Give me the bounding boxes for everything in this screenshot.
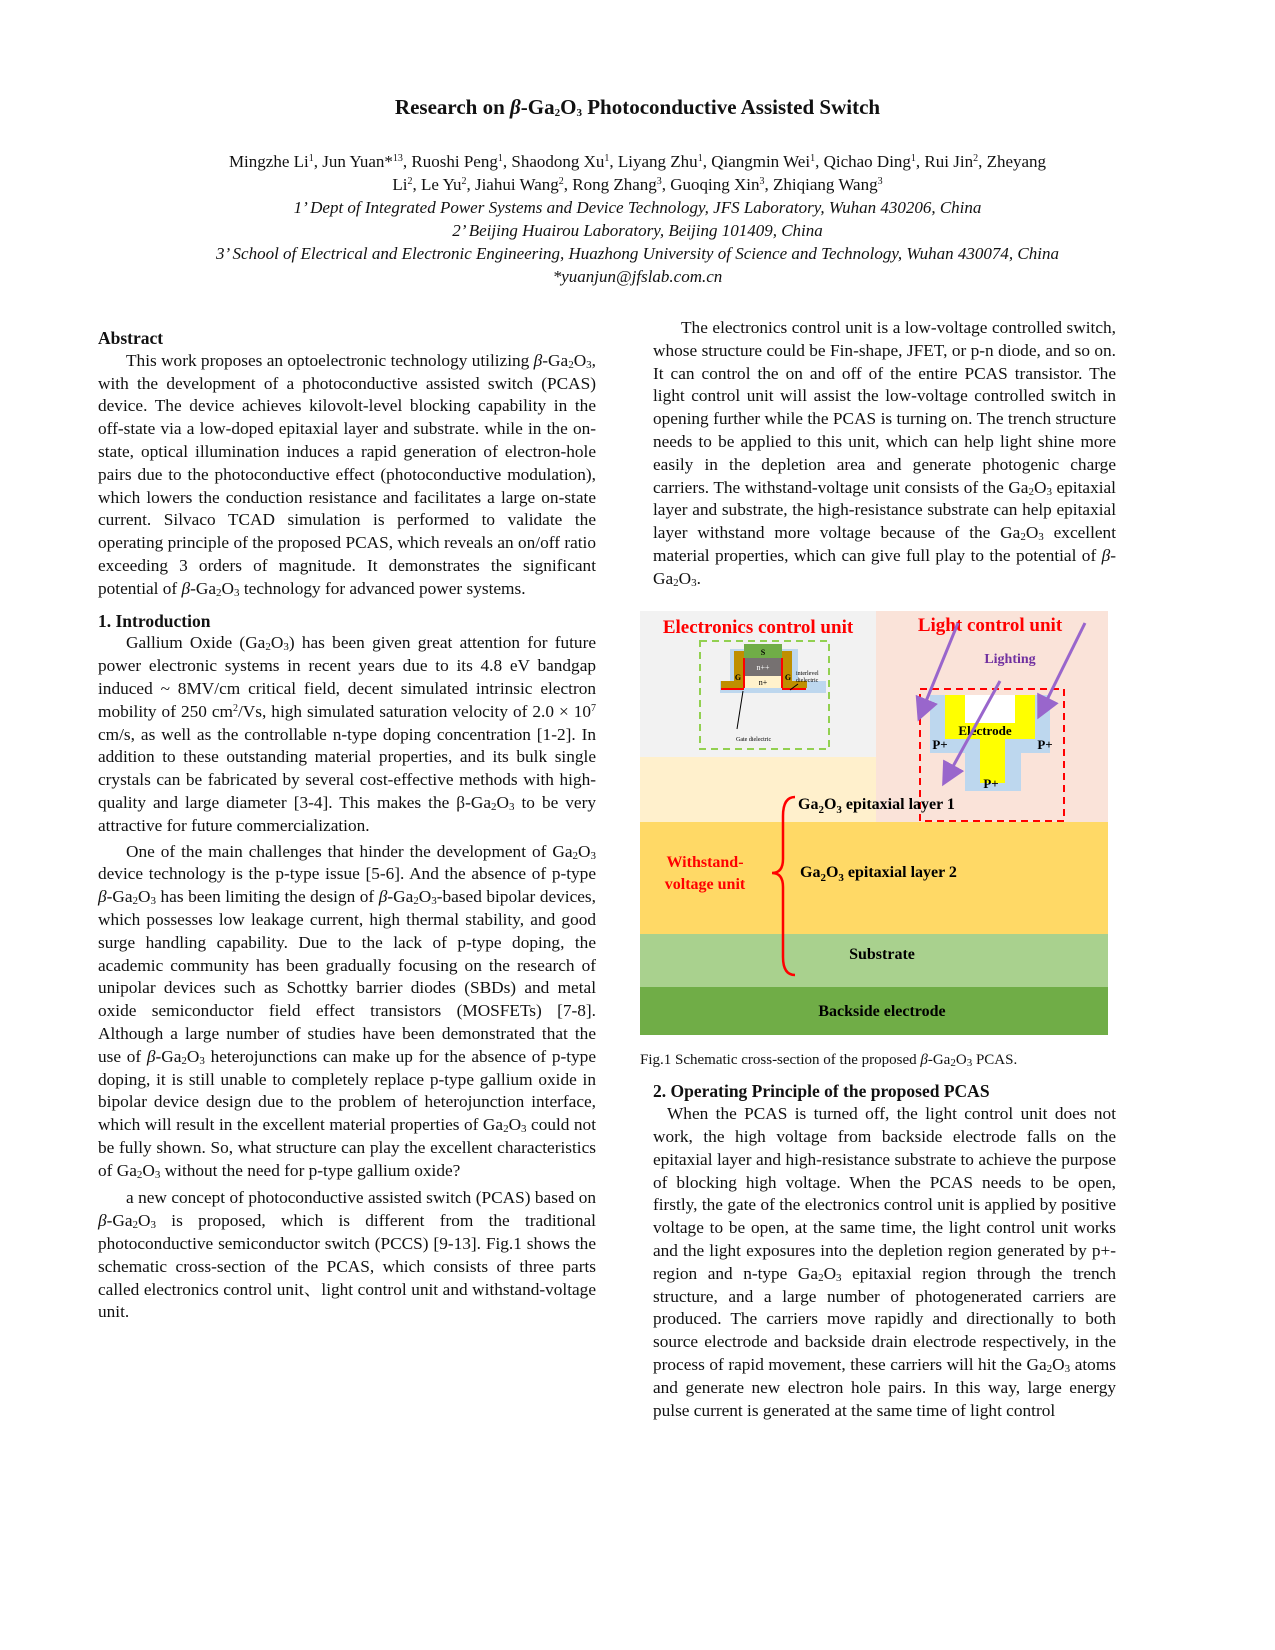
svg-text:G: G: [784, 672, 792, 682]
svg-text:G: G: [734, 672, 742, 682]
units-paragraph: The electronics control unit is a low-voltage controlled switch, whose structure could be Fin-shape, JFET, or p-n diode, and so on. It can control the on and off of the entire PCAS transistor. The light control unit will assist the low-voltage controlled switch in opening further while the PCAS is turning on. The trench structure needs to be applied to this unit, which can help light shine more easily in the depletion area and generate photogenic charge carriers. The withstand-voltage unit consists of the $Ga_2O_3$ epitaxial layer and substrate, the high-resistance substrate can help epitaxial layer withstand more voltage because of the $Ga_2O_3$ excellent material properties, which can give full play to the potential of $\beta-Ga_2O_3$.: [653, 318, 1116, 589]
author-block: [130, 150, 1145, 288]
affiliation-3: 3’ School of Electrical and Electronic Engineering, Huazhong University of Science and Technology, Wuhan 430074, China: [216, 244, 1059, 263]
affiliation-1: 1’ Dept of Integrated Power Systems and Device Technology, JFS Laboratory, Wuhan 430206, China: [293, 198, 982, 217]
svg-text:P+: P+: [932, 736, 948, 752]
svg-text:interlevel: interlevel: [796, 670, 819, 677]
figure-1-schematic: [640, 611, 1108, 1035]
intro-paragraph-1: Gallium Oxide $(Ga_2O_3)$ has been given great attention for future power electronic systems in recent years due to its 4.8 eV bandgap induced ~ 8MV/cm critical field, decent simulated intrinsic electron mobility of 250 $cm^2/Vs$, high simulated saturation velocity of $2.0 \times 10^7$ cm/s, as well as the controllable n-type doping concentration [1-2]. In addition to these outstanding material properties, and its bulk single crystals can be fabricated by several cost-effective methods with high-quality and large diameter [3-4]. This makes the $\beta-Ga_2O_3$ to be very attractive for future commercialization.: [98, 633, 597, 835]
affiliation-2: 2’ Beijing Huairou Laboratory, Beijing 101409, China: [452, 221, 823, 240]
svg-text:n+: n+: [758, 677, 768, 687]
svg-text:Electronics control unit: Electronics control unit: [662, 616, 854, 638]
author-line-1: Mingzhe Li$^1$, Jun Yuan*$^{13}$, Ruoshi Peng$^1$, Shaodong Xu$^1$, Liyang Zhu$^1$, Qiangmin Wei$^1$, Qichao Ding$^1$, Rui Jin$^2$, Zheyang: [228, 152, 1047, 171]
author-name: Zheyang: [986, 152, 1047, 171]
author-name: Jun Yuan*: [322, 152, 393, 171]
left-column: [98, 327, 596, 1324]
intro-paragraph-2: One of the main challenges that hinder the development of $Ga_2O_3$ device technology is the p-type issue [5-6]. And the absence of p-type $\beta-Ga_2O_3$ has been limiting the design of $\beta-Ga_2O_3$-based bipolar devices, which possesses low leakage current, high thermal stability, and good surge handling capability. Due to the lack of p-type doping, the academic community has been gradually focusing on the research of unipolar devices such as Schottky barrier diodes (SBDs) and metal oxide semiconductor field effect transistors (MOSFETs) [7-8]. Although a large number of studies have been demonstrated that the use of $\beta-Ga_2O_3$ heterojunctions can make up for the absence of p-type doping, it is still unable to completely replace p-type gallium oxide in bipolar device design due to the problem of heterojunction interface, which will result in the excellent material properties of $Ga_2O_3$ could not be fully shown. So, what structure can play the excellent characteristics of $Ga_2O_3$ without the need for p-type gallium oxide?: [98, 841, 596, 1181]
author-name: Liyang Zhu: [617, 152, 698, 171]
svg-text:Lighting: Lighting: [984, 651, 1036, 667]
author-name: Zhiqiang Wang: [773, 175, 878, 194]
abstract-heading: Abstract: [98, 328, 164, 348]
paper-title: Research on $\beta-Ga_2O_3$ Photoconductive Assisted Switch: [394, 95, 881, 119]
author-name: Rui Jin: [924, 152, 974, 171]
svg-text:Ga2O3 epitaxial layer 2: $Ga_2O_3$ epitaxial layer 2: [800, 863, 957, 884]
author-name: Li: [392, 175, 408, 194]
author-name: Guoqing Xin: [670, 175, 760, 194]
svg-text:Substrate: Substrate: [849, 945, 915, 963]
corresponding-email[interactable]: *yuanjun@jfslab.com.cn: [552, 267, 723, 286]
abstract-body: This work proposes an optoelectronic technology utilizing $\beta-Ga_2O_3$, with the development of a photoconductive assisted switch (PCAS) device. The device achieves kilovolt-level blocking capability in the off-state via a low-doped epitaxial layer and substrate. while in the on-state, optical illumination induces a rapid generation of electron-hole pairs due to the photoconductive effect (photoconductive modulation), which lowers the conduction resistance and facilitates a large on-state current. Silvaco TCAD simulation is performed to validate the operating principle of the proposed PCAS, which reveals an on/off ratio exceeding 3 orders of magnitude. It demonstrates the significant potential of $\beta-Ga_2O_3$ technology for advanced power systems.: [98, 350, 596, 599]
svg-text:voltage unit: voltage unit: [664, 875, 746, 893]
svg-text:Gate dielectric: Gate dielectric: [736, 736, 772, 743]
svg-text:P+: P+: [1037, 736, 1053, 752]
author-name: Shaodong Xu: [511, 152, 605, 171]
author-name: Le Yu: [421, 175, 462, 194]
svg-text:Backside electrode: Backside electrode: [818, 1002, 946, 1020]
author-name: Mingzhe Li: [228, 152, 309, 171]
right-column: [640, 317, 1116, 1422]
author-name: Qichao Ding: [823, 152, 911, 171]
intro-heading: 1. Introduction: [98, 610, 211, 631]
svg-text:Light control unit: Light control unit: [917, 614, 1063, 636]
svg-text:n++: n++: [756, 662, 770, 672]
author-name: Qiangmin Wei: [711, 152, 811, 171]
author-name: Rong Zhang: [572, 175, 657, 194]
author-name: Jiahui Wang: [474, 175, 559, 194]
intro-paragraph-3: a new concept of photoconductive assisted switch (PCAS) based on $\beta-Ga_2O_3$ is proposed, which is different from the traditional photoconductive semiconductor switch (PCCS) [9-13]. Fig.1 shows the schematic cross-section of the PCAS, which consists of three parts called electronics control unit、light control unit and withstand-voltage unit.: [98, 1188, 596, 1322]
svg-text:dielectric: dielectric: [796, 677, 819, 684]
figure-1-caption: Fig.1 Schematic cross-section of the proposed $\beta-Ga_2O_3$ PCAS.: [640, 1051, 1018, 1069]
author-line-2: Li$^2$, Le Yu$^2$, Jiahui Wang$^2$, Rong Zhang$^3$, Guoqing Xin$^3$, Zhiqiang Wang$^3$: [392, 175, 883, 194]
svg-text:Ga2O3 epitaxial layer 1: $Ga_2O_3$ epitaxial layer 1: [798, 795, 955, 816]
svg-text:S: S: [760, 647, 766, 657]
svg-text:P+: P+: [983, 775, 999, 791]
svg-text:Withstand-: Withstand-: [666, 853, 744, 871]
operating-principle-paragraph: When the PCAS is turned off, the light control unit does not work, the high voltage from backside electrode falls on the epitaxial layer and high-resistance substrate to achieve the purpose of blocking high voltage. When the PCAS needs to be open, firstly, the gate of the electronics control unit is applied by positive voltage to be open, at the same time, the light control unit works and the light exposures into the depletion region generated by p+-region and n-type $Ga_2O_3$ epitaxial region through the trench structure, and a large number of photogenerated carriers are produced. The carriers move rapidly and directionally to both source electrode and backside drain electrode respectively, in the process of rapid movement, these carriers will hit the $Ga_2O_3$ atoms and generate new electron hole pairs. In this way, large energy pulse current is generated at the same time of light control: [653, 1104, 1116, 1420]
author-name: Ruoshi Peng: [411, 152, 498, 171]
svg-text:Electrode: Electrode: [958, 722, 1012, 738]
section-2-heading: 2. Operating Principle of the proposed PCAS: [653, 1081, 990, 1102]
